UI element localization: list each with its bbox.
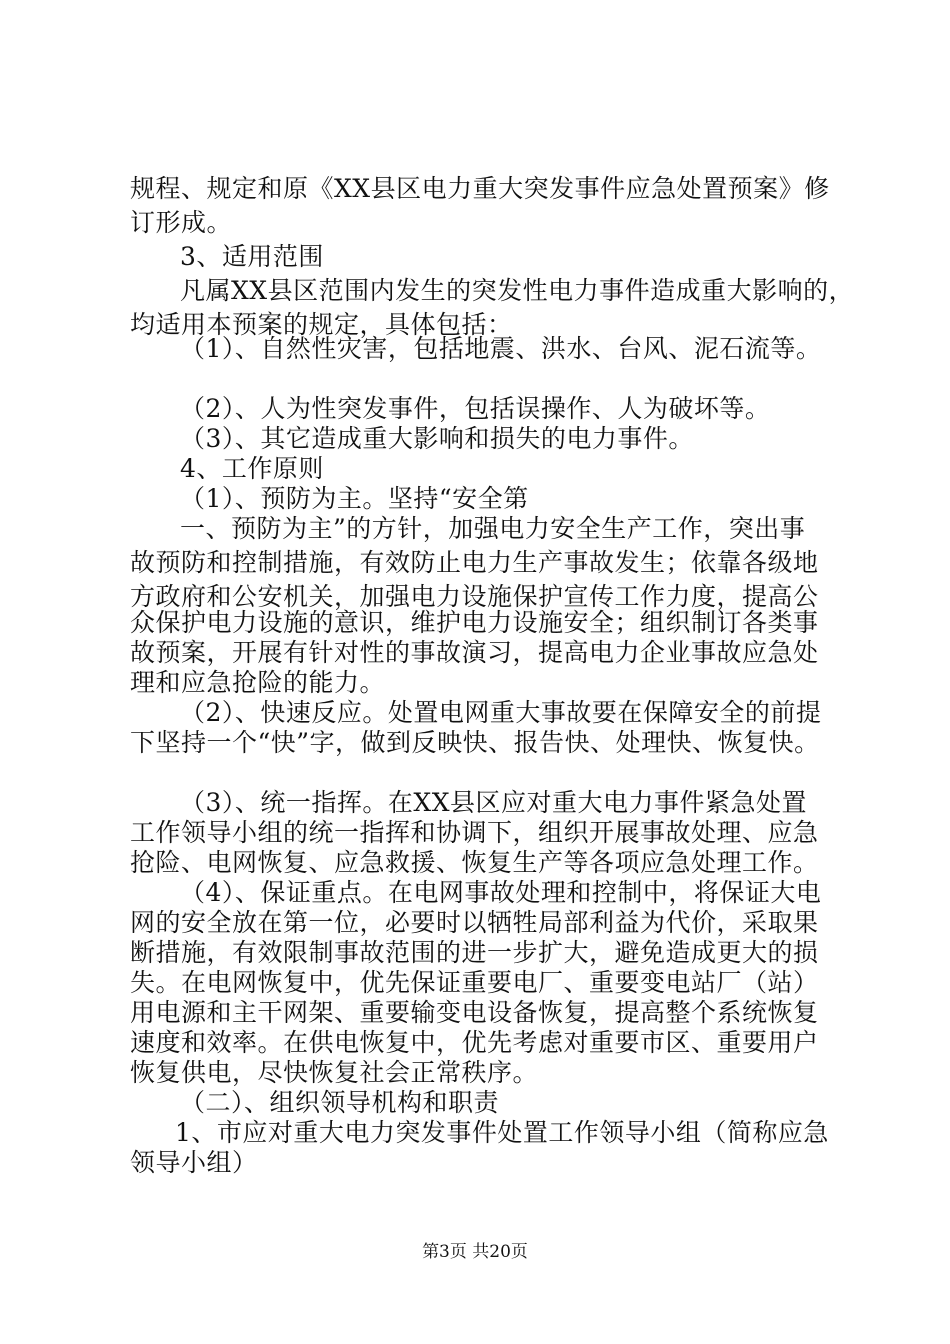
text-line: 抢险、电网恢复、应急救援、恢复生产等各项应急处理工作。 xyxy=(130,848,819,877)
list-item: （3）、统一指挥。在XX县区应对重大电力事件紧急处置 xyxy=(180,788,808,817)
text-line: 故预案，开展有针对性的事故演习，提高电力企业事故应急处 xyxy=(130,638,819,667)
text-line: 规程、规定和原《XX县区电力重大突发事件应急处置预案》修 xyxy=(130,174,830,203)
list-item: （1）、预防为主。坚持“安全第 xyxy=(180,484,529,513)
text-line: 理和应急抢险的能力。 xyxy=(130,668,386,697)
section-heading: 3、适用范围 xyxy=(180,242,324,271)
list-item: （4）、保证重点。在电网事故处理和控制中，将保证大电 xyxy=(180,878,822,907)
text-line: 一、预防为主”的方针，加强电力安全生产工作，突出事 xyxy=(180,514,806,543)
text-line: 网的安全放在第一位，必要时以牺牲局部利益为代价，采取果 xyxy=(130,908,819,937)
text-line: 方政府和公安机关，加强电力设施保护宣传工作力度，提高公 xyxy=(130,582,819,611)
text-line: 众保护电力设施的意识，维护电力设施安全；组织制订各类事 xyxy=(130,608,819,637)
text-line: 订形成。 xyxy=(130,208,233,237)
list-item: （2）、人为性突发事件，包括误操作、人为破坏等。 xyxy=(180,394,771,423)
page-number-footer: 第3页 共20页 xyxy=(422,1242,528,1262)
list-item: （1）、自然性灾害，包括地震、洪水、台风、泥石流等。 xyxy=(180,334,822,363)
text-line: 均适用本预案的规定，具体包括： xyxy=(130,310,513,339)
text-line: 领导小组） xyxy=(130,1148,258,1177)
text-line: 1、市应对重大电力突发事件处置工作领导小组（简称应急 xyxy=(175,1118,829,1147)
text-line: 恢复供电，尽快恢复社会正常秩序。 xyxy=(130,1058,539,1087)
section-heading: 4、工作原则 xyxy=(180,454,324,483)
text-line: 断措施，有效限制事故范围的进一步扩大，避免造成更大的损 xyxy=(130,938,819,967)
text-line: 下坚持一个“快”字，做到反映快、报告快、处理快、恢复快。 xyxy=(130,728,820,757)
text-line: 失。在电网恢复中，优先保证重要电厂、重要变电站厂（站） xyxy=(130,968,819,997)
section-heading: （二）、组织领导机构和职责 xyxy=(180,1088,500,1117)
text-line: 工作领导小组的统一指挥和协调下，组织开展事故处理、应急 xyxy=(130,818,819,847)
text-line: 用电源和主干网架、重要输变电设备恢复，提高整个系统恢复 xyxy=(130,998,819,1027)
text-line: 故预防和控制措施，有效防止电力生产事故发生；依靠各级地 xyxy=(130,548,819,577)
text-line: 速度和效率。在供电恢复中，优先考虑对重要市区、重要用户 xyxy=(130,1028,819,1057)
list-item: （2）、快速反应。处置电网重大事故要在保障安全的前提 xyxy=(180,698,822,727)
list-item: （3）、其它造成重大影响和损失的电力事件。 xyxy=(180,424,694,453)
text-line: 凡属XX县区范围内发生的突发性电力事件造成重大影响的， xyxy=(180,276,855,305)
